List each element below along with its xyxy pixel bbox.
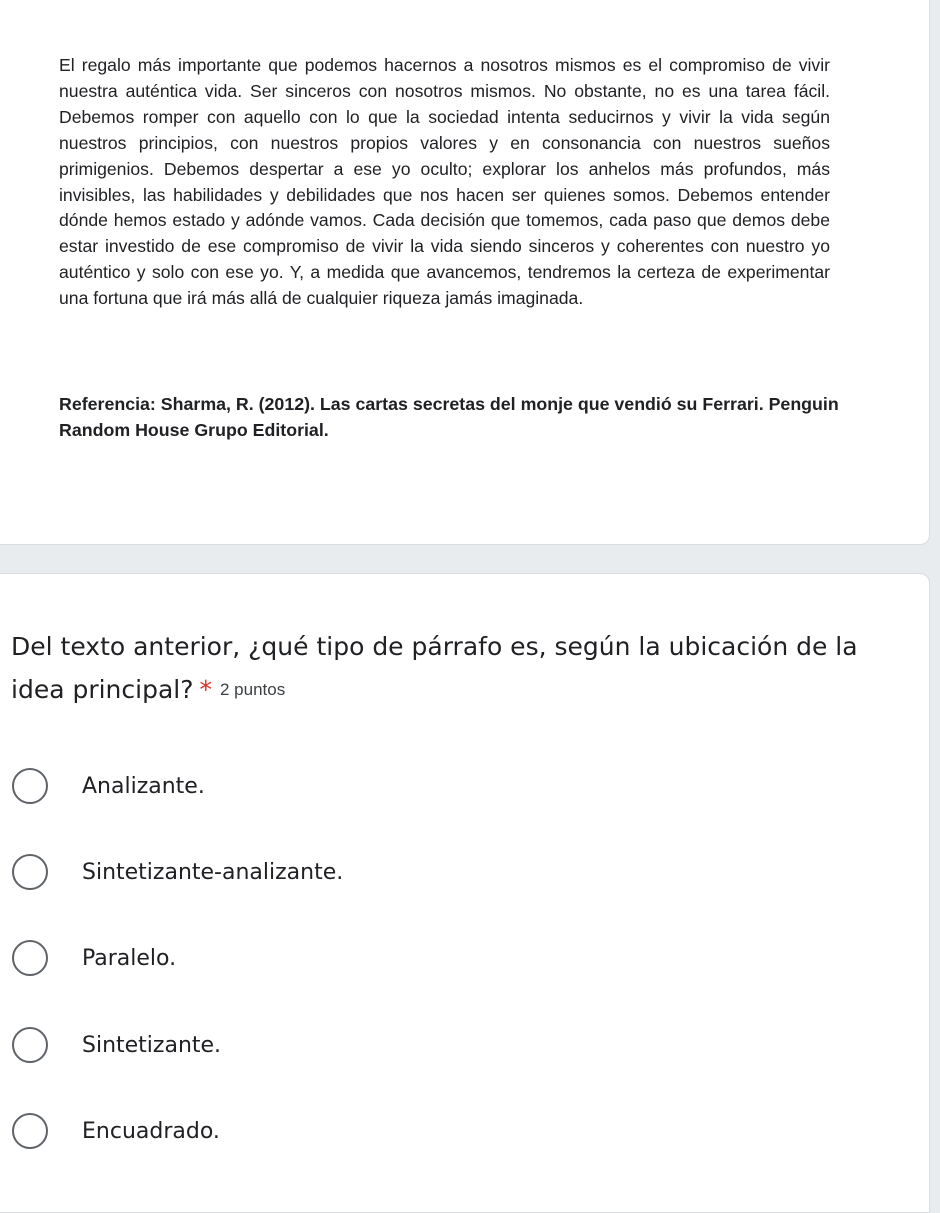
- question-heading: [11, 625, 911, 711]
- option-label: Paralelo.: [82, 945, 177, 971]
- option-paralelo[interactable]: [12, 936, 176, 980]
- required-asterisk: *: [199, 675, 212, 704]
- radio-button-circle[interactable]: [12, 768, 48, 804]
- passage-reference: Referencia: Sharma, R. (2012). Las cartas secretas del monje que vendió su Ferrari. Penguin Random House Grupo Editorial.: [59, 394, 839, 440]
- option-label: Sintetizante-analizante.: [82, 859, 344, 885]
- passage-text: El regalo más importante que podemos hacernos a nosotros mismos es el compromiso de vivir nuestra auténtica vida. Ser sinceros con nosotros mismos. No obstante, no es una tarea fácil. Debemos romper con aquello con lo que la sociedad intenta seducirnos y vivir la vida según nuestros principios, con nuestros propios valores y en consonancia con nuestros sueños primigenios. Debemos despertar a ese yo oculto; explorar los anhelos más profundos, más invisibles, las habilidades y debilidades que nos hacen ser quienes somos. Debemos entender dónde hemos estado y adónde vamos. Cada decisión que tomemos, cada paso que demos debe estar investido de ese compromiso de vivir la vida siendo sinceros y coherentes con nuestro yo auténtico y solo con ese yo. Y, a medida que avancemos, tendremos la certeza de experimentar una fortuna que irá más allá de cualquier riqueza jamás imaginada.: [59, 55, 830, 309]
- question-points: 2 puntos: [220, 680, 286, 699]
- radio-button-circle[interactable]: [12, 854, 48, 890]
- option-label: Analizante.: [82, 773, 205, 799]
- option-encuadrado[interactable]: [12, 1109, 220, 1153]
- radio-button-circle[interactable]: [12, 1113, 48, 1149]
- option-sintetizante[interactable]: [12, 1023, 221, 1067]
- option-label: Sintetizante.: [82, 1032, 222, 1058]
- option-sintetizante-analizante[interactable]: [12, 850, 343, 894]
- radio-button-circle[interactable]: [12, 1027, 48, 1063]
- radio-button-circle[interactable]: [12, 940, 48, 976]
- option-label: Encuadrado.: [82, 1118, 220, 1144]
- option-analizante[interactable]: [12, 764, 205, 808]
- question-title: Del texto anterior, ¿qué tipo de párrafo es, según la ubicación de la idea principal?: [11, 632, 858, 704]
